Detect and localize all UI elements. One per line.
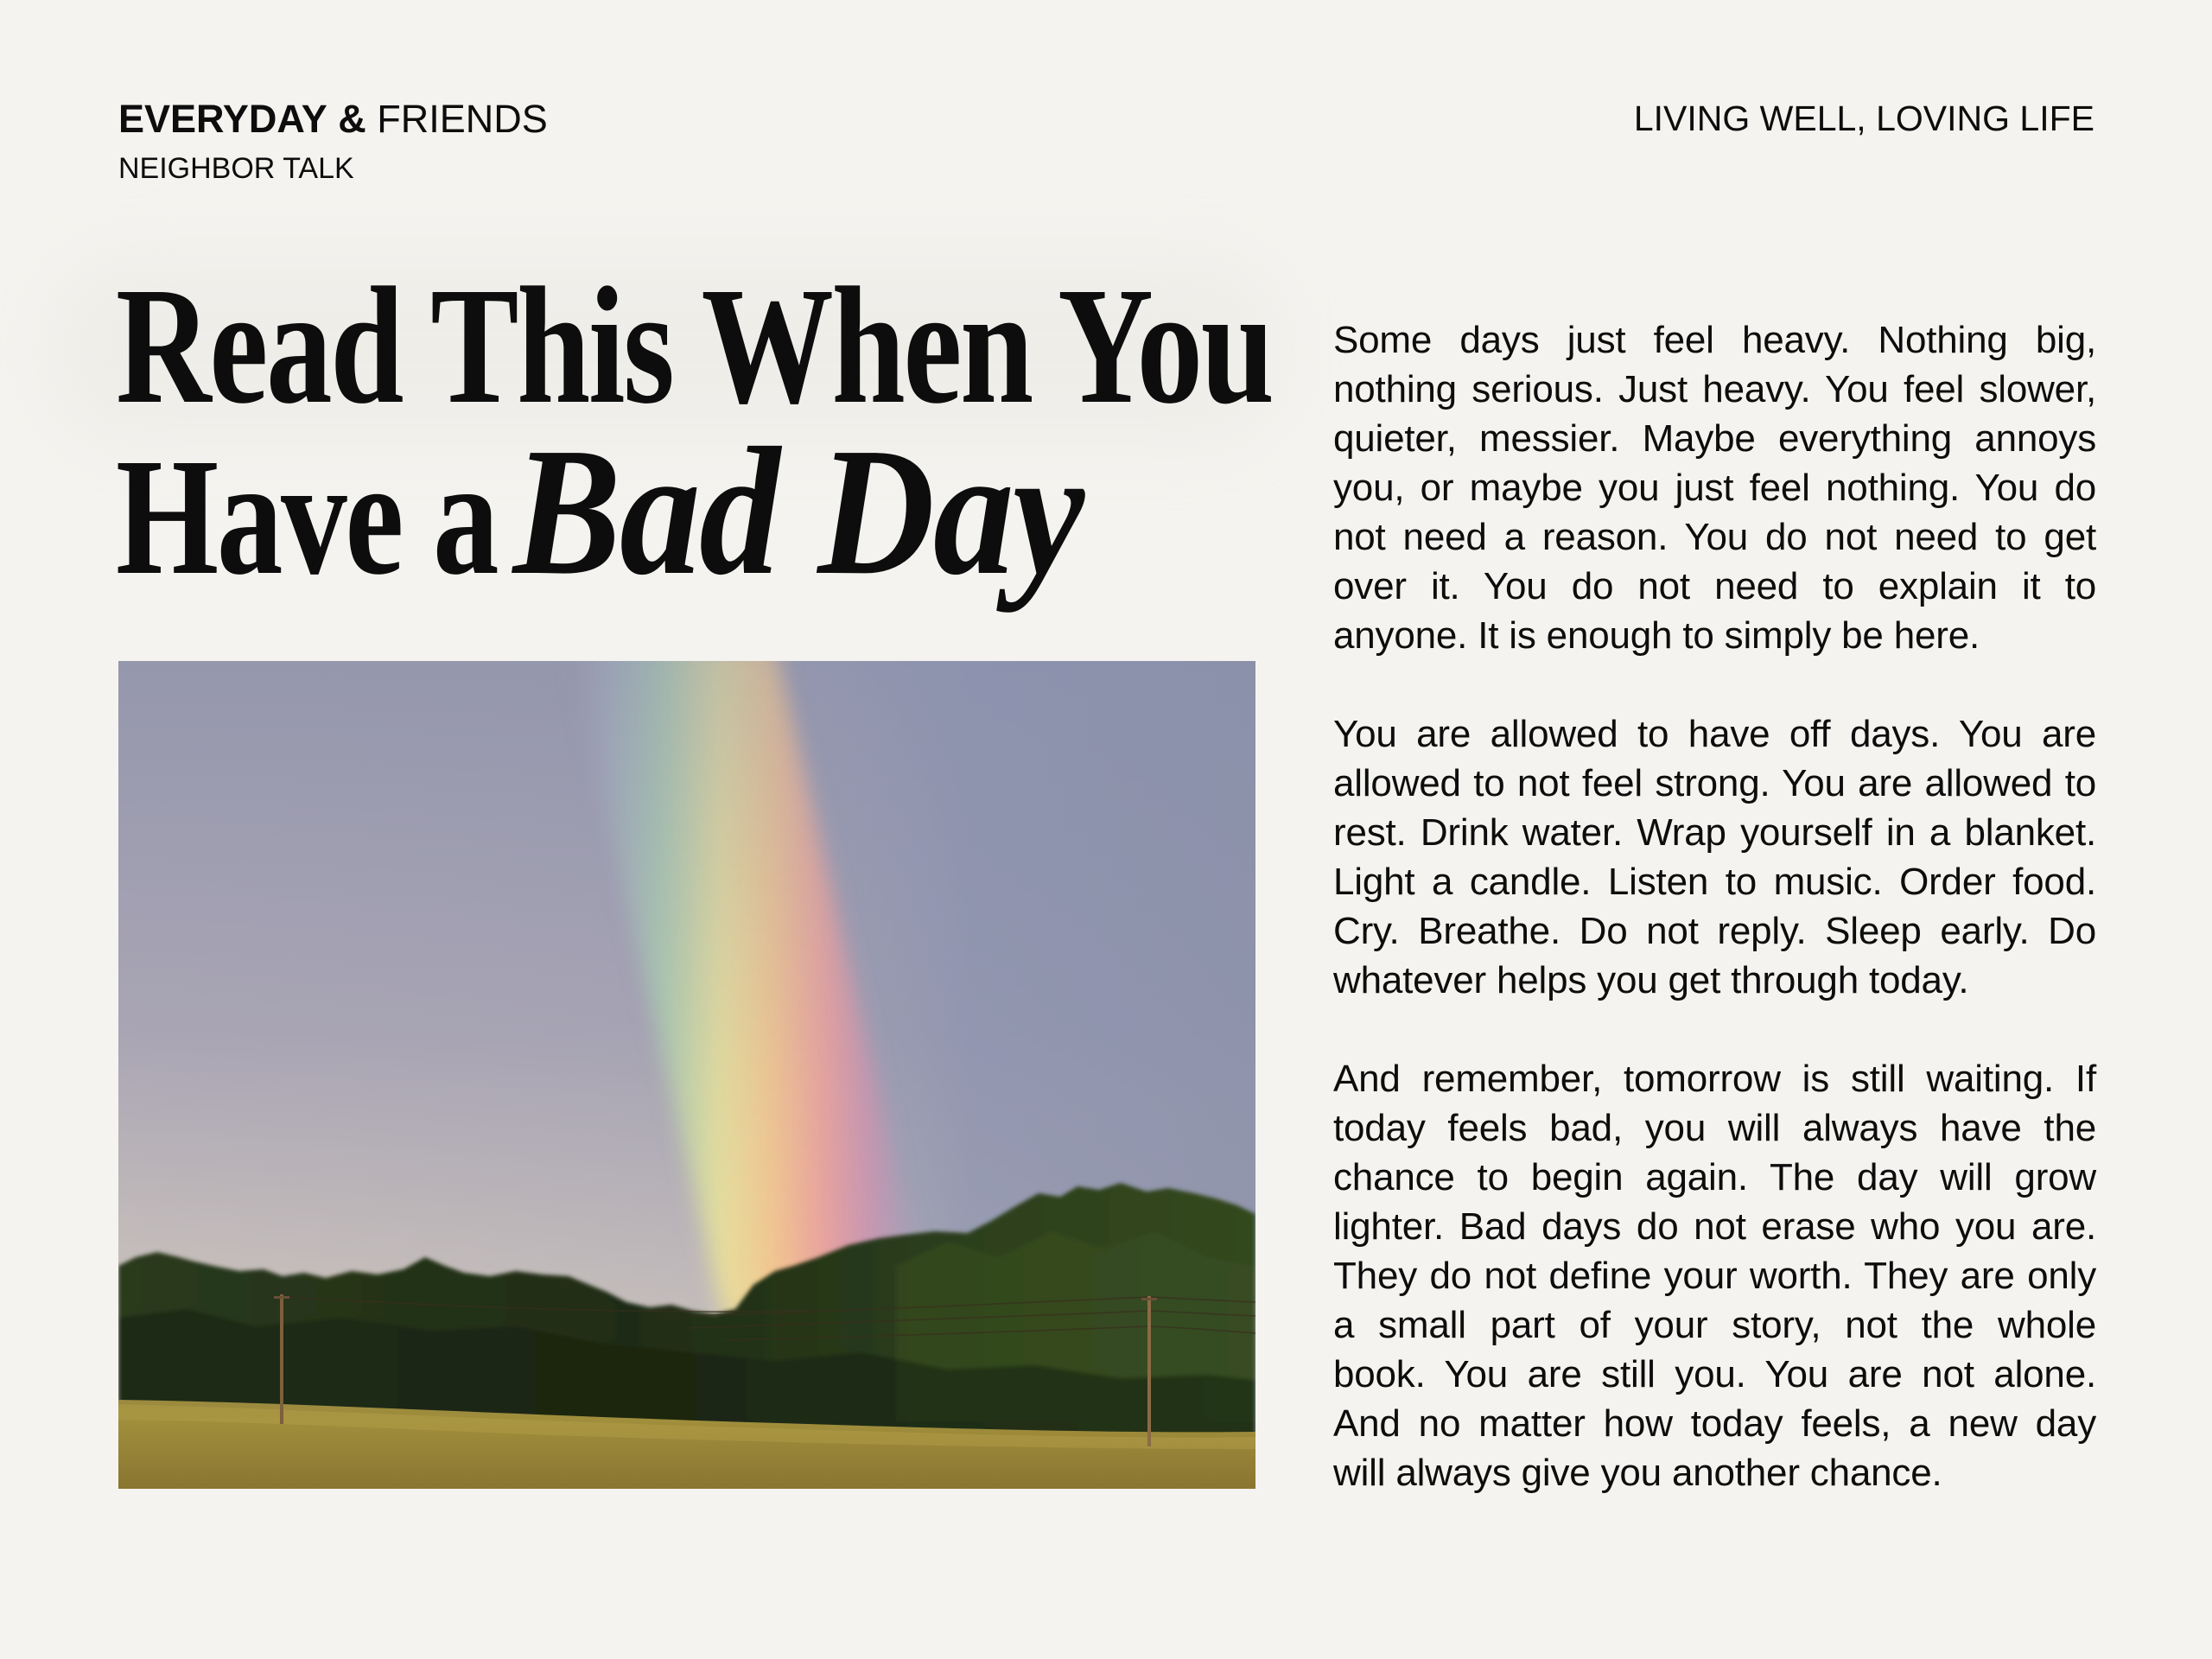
brand-regular: FRIENDS — [377, 97, 548, 141]
article-body — [1333, 315, 2096, 1547]
paragraph-1 — [1333, 315, 2096, 660]
headline-line-2 — [116, 410, 1084, 613]
utility-pole-left — [280, 1294, 283, 1424]
text-line: You are allowed to have off days. You are — [1333, 713, 2096, 755]
rainbow-photo — [118, 661, 1255, 1489]
text-line: chance to begin again. The day will grow — [1333, 1156, 2096, 1198]
text-line: lighter. Bad days do not erase who you are. — [1333, 1205, 2096, 1248]
text-line: Light a candle. Listen to music. Order food. — [1333, 861, 2096, 903]
headline-line-1: Read This When You — [116, 252, 1273, 438]
text-line: a small part of your story, not the whole — [1333, 1304, 2096, 1346]
headline-prefix: Have a — [116, 423, 498, 609]
text-line: will always give you another chance. — [1333, 1452, 1942, 1494]
section-label: NEIGHBOR TALK — [118, 152, 354, 185]
text-line: They do not define your worth. They are only — [1333, 1255, 2096, 1297]
text-line: Cry. Breathe. Do not reply. Sleep early. Do — [1333, 910, 2096, 952]
text-line: book. You are still you. You are not alone. — [1333, 1353, 2096, 1395]
text-line: Some days just feel heavy. Nothing big, — [1333, 319, 2096, 361]
text-line: allowed to not feel strong. You are allowed to — [1333, 762, 2096, 804]
text-line: And remember, tomorrow is still waiting. If — [1333, 1058, 2096, 1100]
utility-pole-right — [1147, 1296, 1151, 1446]
text-line: today feels bad, you will always have the — [1333, 1107, 2096, 1149]
text-line: anyone. It is enough to simply be here. — [1333, 614, 1980, 657]
brand-bold: EVERYDAY — [118, 97, 327, 141]
text-line: whatever helps you get through today. — [1333, 959, 1969, 1001]
text-line: rest. Drink water. Wrap yourself in a blanket. — [1333, 811, 2096, 854]
paragraph-2 — [1333, 709, 2096, 1005]
text-line: quieter, messier. Maybe everything annoys — [1333, 417, 2096, 460]
brand-logo — [118, 97, 548, 141]
headline-emphasis: Bad Day — [512, 410, 1084, 613]
text-line: And no matter how today feels, a new day — [1333, 1402, 2096, 1445]
text-line: nothing serious. Just heavy. You feel slower, — [1333, 368, 2096, 410]
brand-ampersand: & — [338, 97, 366, 141]
text-line: over it. You do not need to explain it to — [1333, 565, 2096, 607]
tagline: LIVING WELL, LOVING LIFE — [1633, 99, 2094, 138]
text-line: you, or maybe you just feel nothing. You do — [1333, 467, 2096, 509]
paragraph-3 — [1333, 1054, 2096, 1497]
text-line: not need a reason. You do not need to get — [1333, 516, 2096, 558]
